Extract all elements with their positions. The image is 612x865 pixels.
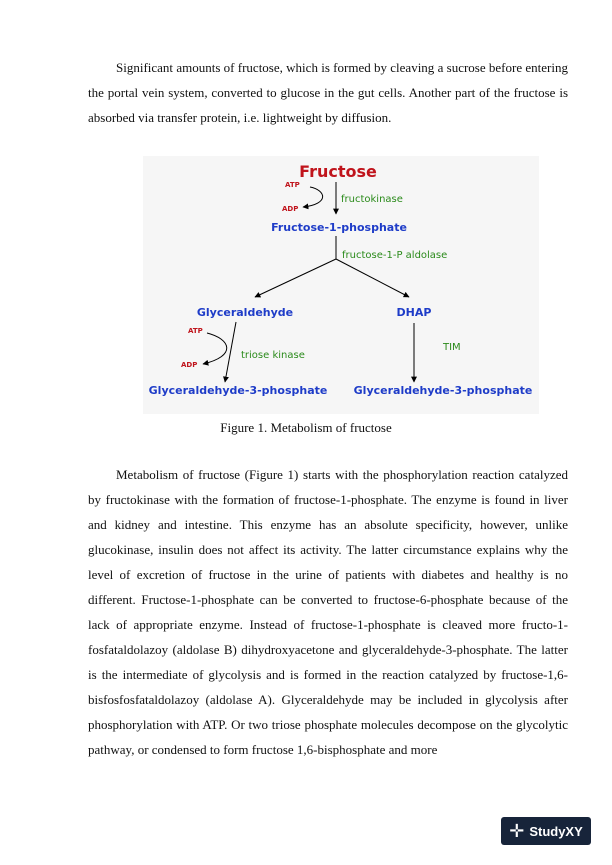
atp-label-1: ATP [285, 181, 300, 189]
atp-label-2: ATP [188, 327, 203, 335]
fructose-1-phosphate-label: Fructose-1-phosphate [271, 221, 407, 234]
logo-text: StudyXY [529, 823, 583, 839]
arrow-to-dhap [336, 259, 409, 297]
glyceraldehyde-3-phosphate-left: Glyceraldehyde-3-phosphate [148, 384, 328, 397]
enzyme-triose-kinase: triose kinase [241, 350, 305, 361]
intro-paragraph: Significant amounts of fructose, which is formed by cleaving a sucrose before entering the portal vein system, converted to glucose in the gut cells. Another part of the fructose is absorbed via transfer protein, i.e. lightweight by diffusion. [88, 60, 568, 125]
enzyme-aldolase: fructose-1-P aldolase [342, 250, 448, 261]
glyceraldehyde-3-phosphate-right: Glyceraldehyde-3-phosphate [353, 384, 533, 397]
fructose-title: Fructose [299, 162, 377, 181]
studyxy-logo [501, 817, 591, 845]
diagram-svg [143, 156, 539, 414]
atp-adp-arc-2 [203, 333, 227, 364]
fructose-metabolism-diagram [143, 156, 539, 414]
atp-adp-arc-1 [303, 187, 323, 207]
enzyme-fructokinase: fructokinase [341, 194, 403, 205]
adp-label-1: ADP [282, 205, 299, 213]
plus-icon: ✛ [509, 821, 525, 841]
enzyme-tim: TIM [443, 342, 461, 353]
glyceraldehyde-label: Glyceraldehyde [196, 306, 294, 319]
adp-label-2: ADP [181, 361, 198, 369]
body-paragraph: Metabolism of fructose (Figure 1) starts with the phosphorylation reaction catalyzed by fructokinase with the formation of fructose-1-phosphate. The enzyme is found in liver and kidney and intestine. This enzyme has an absolute specificity, however, unlike glucokinase, insulin does not affect its activity. The latter circumstance explains why the level of excretion of fructose in the urine of patients with diabetes and healthy is no different. Fructose-1-phosphate can be converted to fructose-6-phosphate because of the lack of appropriate enzyme. Instead of fructose-1-phosphate is cleaved more fructo-1-fosfataldolazoy (aldolase B) dihydroxyacetone and glyceraldehyde-3-phosphate. The latter is the intermediate of glycolysis and is formed in the reaction catalyzed by fructose-1,6-bisfosfosfataldolazoy (aldolase A). Glyceraldehyde may be included in glycolysis after phosphorylation with ATP. Or two triose phosphate molecules decompose on the glycolytic pathway, or condensed to form fructose 1,6-bisphosphate and more [88, 467, 568, 757]
dhap-label: DHAP [396, 306, 432, 319]
figure-caption: Figure 1. Metabolism of fructose [220, 420, 392, 435]
arrow-to-glyceraldehyde [255, 259, 336, 297]
arrow-triose-kinase [225, 322, 236, 382]
